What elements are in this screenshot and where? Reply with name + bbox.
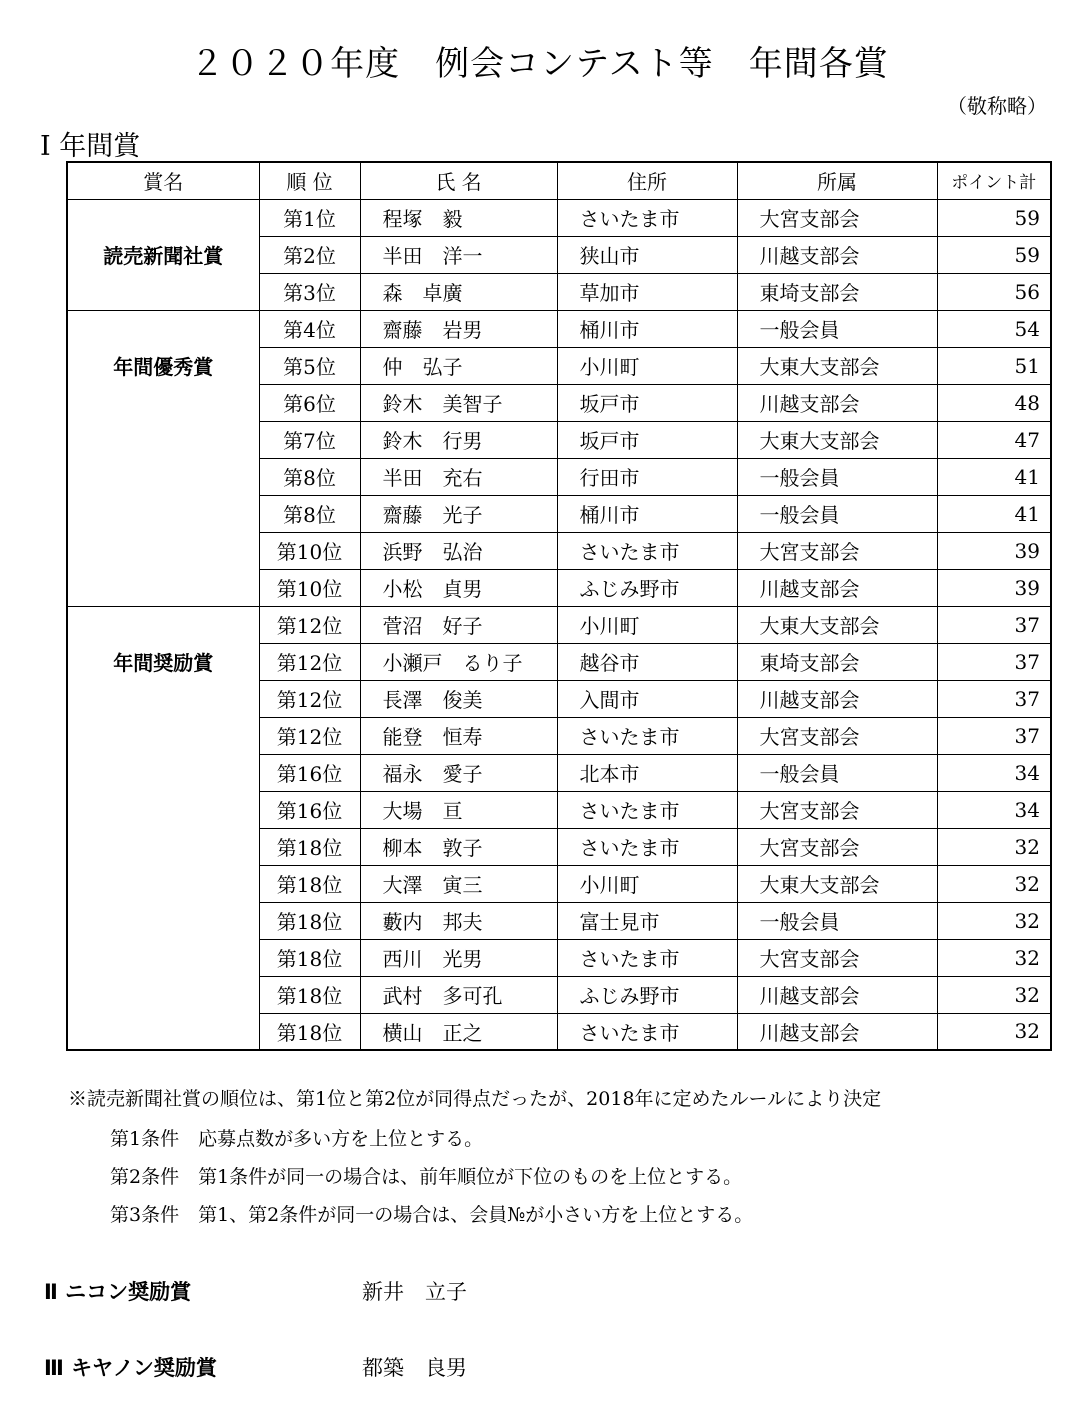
name-cell: 横山 正之 — [360, 1013, 557, 1050]
rank-cell: 第3位 — [259, 273, 360, 310]
rank-cell: 第8位 — [259, 495, 360, 532]
address-cell: 小川町 — [557, 865, 737, 902]
points-cell: 51 — [937, 347, 1051, 384]
affiliation-cell: 大宮支部会 — [737, 939, 937, 976]
address-cell: 小川町 — [557, 606, 737, 643]
table-row — [67, 606, 1051, 643]
honorific-note: （敬称略） — [947, 94, 1047, 118]
points-cell: 56 — [937, 273, 1051, 310]
name-cell: 小瀬戸 るり子 — [360, 643, 557, 680]
affiliation-cell: 一般会員 — [737, 310, 937, 347]
address-cell: 北本市 — [557, 754, 737, 791]
section-2-winner: 新井 立子 — [362, 1280, 467, 1304]
annual-awards-table — [66, 161, 1052, 1051]
rank-cell: 第18位 — [259, 1013, 360, 1050]
rank-cell: 第7位 — [259, 421, 360, 458]
address-cell: 坂戸市 — [557, 421, 737, 458]
rank-cell: 第10位 — [259, 532, 360, 569]
rank-cell: 第5位 — [259, 347, 360, 384]
affiliation-cell: 東埼支部会 — [737, 273, 937, 310]
section-1-heading: Ⅰ 年間賞 — [40, 131, 141, 162]
affiliation-cell: 大東大支部会 — [737, 347, 937, 384]
award-name-cell: 年間奨励賞 — [67, 606, 259, 1050]
name-cell: 程塚 毅 — [360, 199, 557, 236]
address-cell: 草加市 — [557, 273, 737, 310]
affiliation-cell: 一般会員 — [737, 495, 937, 532]
rank-cell: 第18位 — [259, 828, 360, 865]
affiliation-cell: 川越支部会 — [737, 569, 937, 606]
affiliation-cell: 大宮支部会 — [737, 199, 937, 236]
affiliation-cell: 大宮支部会 — [737, 717, 937, 754]
points-cell: 37 — [937, 643, 1051, 680]
points-cell: 32 — [937, 939, 1051, 976]
affiliation-cell: 大宮支部会 — [737, 532, 937, 569]
address-cell: 狭山市 — [557, 236, 737, 273]
points-cell: 39 — [937, 532, 1051, 569]
affiliation-cell: 大東大支部会 — [737, 421, 937, 458]
affiliation-cell: 川越支部会 — [737, 236, 937, 273]
address-cell: さいたま市 — [557, 939, 737, 976]
section-2-heading: Ⅱ ニコン奨励賞 — [44, 1280, 192, 1304]
affiliation-cell: 川越支部会 — [737, 384, 937, 421]
table-body — [67, 199, 1051, 1050]
affiliation-cell: 一般会員 — [737, 754, 937, 791]
points-cell: 37 — [937, 717, 1051, 754]
affiliation-cell: 一般会員 — [737, 902, 937, 939]
address-cell: さいたま市 — [557, 717, 737, 754]
points-cell: 34 — [937, 754, 1051, 791]
points-cell: 54 — [937, 310, 1051, 347]
address-cell: 行田市 — [557, 458, 737, 495]
rank-cell: 第18位 — [259, 976, 360, 1013]
affiliation-cell: 大宮支部会 — [737, 828, 937, 865]
points-cell: 48 — [937, 384, 1051, 421]
header-affiliation: 所属 — [737, 162, 937, 199]
rank-cell: 第2位 — [259, 236, 360, 273]
affiliation-cell: 東埼支部会 — [737, 643, 937, 680]
points-cell: 39 — [937, 569, 1051, 606]
condition-1: 第1条件 応募点数が多い方を上位とする。 — [110, 1128, 484, 1150]
points-cell: 59 — [937, 236, 1051, 273]
name-cell: 能登 恒寿 — [360, 717, 557, 754]
address-cell: ふじみ野市 — [557, 569, 737, 606]
rank-cell: 第18位 — [259, 865, 360, 902]
affiliation-cell: 川越支部会 — [737, 680, 937, 717]
page-title: ２０２０年度 例会コンテスト等 年間各賞 — [190, 44, 889, 84]
address-cell: 小川町 — [557, 347, 737, 384]
points-cell: 32 — [937, 902, 1051, 939]
rank-cell: 第12位 — [259, 643, 360, 680]
condition-3: 第3条件 第1、第2条件が同一の場合は、会員№が小さい方を上位とする。 — [110, 1204, 754, 1226]
address-cell: 桶川市 — [557, 495, 737, 532]
affiliation-cell: 大宮支部会 — [737, 791, 937, 828]
points-cell: 59 — [937, 199, 1051, 236]
name-cell: 仲 弘子 — [360, 347, 557, 384]
header-name: 氏 名 — [360, 162, 557, 199]
name-cell: 大澤 寅三 — [360, 865, 557, 902]
name-cell: 長澤 俊美 — [360, 680, 557, 717]
name-cell: 齋藤 光子 — [360, 495, 557, 532]
points-cell: 41 — [937, 458, 1051, 495]
name-cell: 武村 多可孔 — [360, 976, 557, 1013]
name-cell: 西川 光男 — [360, 939, 557, 976]
address-cell: 坂戸市 — [557, 384, 737, 421]
points-cell: 37 — [937, 680, 1051, 717]
affiliation-cell: 川越支部会 — [737, 1013, 937, 1050]
points-cell: 32 — [937, 865, 1051, 902]
affiliation-cell: 大東大支部会 — [737, 865, 937, 902]
address-cell: 桶川市 — [557, 310, 737, 347]
rank-cell: 第18位 — [259, 902, 360, 939]
name-cell: 福永 愛子 — [360, 754, 557, 791]
address-cell: 入間市 — [557, 680, 737, 717]
award-name-cell: 年間優秀賞 — [67, 310, 259, 606]
rank-cell: 第16位 — [259, 754, 360, 791]
rank-cell: 第4位 — [259, 310, 360, 347]
header-points: ポイント計 — [937, 162, 1051, 199]
rank-cell: 第18位 — [259, 939, 360, 976]
points-cell: 47 — [937, 421, 1051, 458]
condition-2: 第2条件 第1条件が同一の場合は、前年順位が下位のものを上位とする。 — [110, 1166, 743, 1188]
name-cell: 鈴木 美智子 — [360, 384, 557, 421]
name-cell: 半田 洋一 — [360, 236, 557, 273]
address-cell: さいたま市 — [557, 791, 737, 828]
rank-cell: 第8位 — [259, 458, 360, 495]
table-header-row — [67, 162, 1051, 199]
rank-cell: 第6位 — [259, 384, 360, 421]
address-cell: さいたま市 — [557, 828, 737, 865]
address-cell: 富士見市 — [557, 902, 737, 939]
section-3-heading: Ⅲ キヤノン奨励賞 — [44, 1356, 217, 1380]
name-cell: 藪内 邦夫 — [360, 902, 557, 939]
points-cell: 32 — [937, 976, 1051, 1013]
section-3-winner: 都築 良男 — [362, 1356, 467, 1380]
points-cell: 37 — [937, 606, 1051, 643]
header-award: 賞名 — [67, 162, 259, 199]
name-cell: 浜野 弘治 — [360, 532, 557, 569]
name-cell: 半田 充右 — [360, 458, 557, 495]
name-cell: 森 卓廣 — [360, 273, 557, 310]
points-cell: 32 — [937, 828, 1051, 865]
award-name-cell: 読売新聞社賞 — [67, 199, 259, 310]
rank-cell: 第16位 — [259, 791, 360, 828]
points-cell: 32 — [937, 1013, 1051, 1050]
points-cell: 41 — [937, 495, 1051, 532]
points-cell: 34 — [937, 791, 1051, 828]
rank-cell: 第12位 — [259, 680, 360, 717]
table-row — [67, 310, 1051, 347]
header-address: 住所 — [557, 162, 737, 199]
affiliation-cell: 大東大支部会 — [737, 606, 937, 643]
address-cell: 越谷市 — [557, 643, 737, 680]
address-cell: ふじみ野市 — [557, 976, 737, 1013]
address-cell: さいたま市 — [557, 532, 737, 569]
affiliation-cell: 一般会員 — [737, 458, 937, 495]
header-rank: 順 位 — [259, 162, 360, 199]
table-row — [67, 199, 1051, 236]
affiliation-cell: 川越支部会 — [737, 976, 937, 1013]
rank-cell: 第10位 — [259, 569, 360, 606]
rank-cell: 第1位 — [259, 199, 360, 236]
address-cell: さいたま市 — [557, 1013, 737, 1050]
name-cell: 大場 亘 — [360, 791, 557, 828]
name-cell: 齋藤 岩男 — [360, 310, 557, 347]
name-cell: 菅沼 好子 — [360, 606, 557, 643]
name-cell: 鈴木 行男 — [360, 421, 557, 458]
rank-cell: 第12位 — [259, 717, 360, 754]
ranking-note: ※読売新聞社賞の順位は、第1位と第2位が同得点だったが、2018年に定めたルールにより決定 — [68, 1088, 882, 1110]
name-cell: 小松 貞男 — [360, 569, 557, 606]
rank-cell: 第12位 — [259, 606, 360, 643]
name-cell: 柳本 敦子 — [360, 828, 557, 865]
address-cell: さいたま市 — [557, 199, 737, 236]
